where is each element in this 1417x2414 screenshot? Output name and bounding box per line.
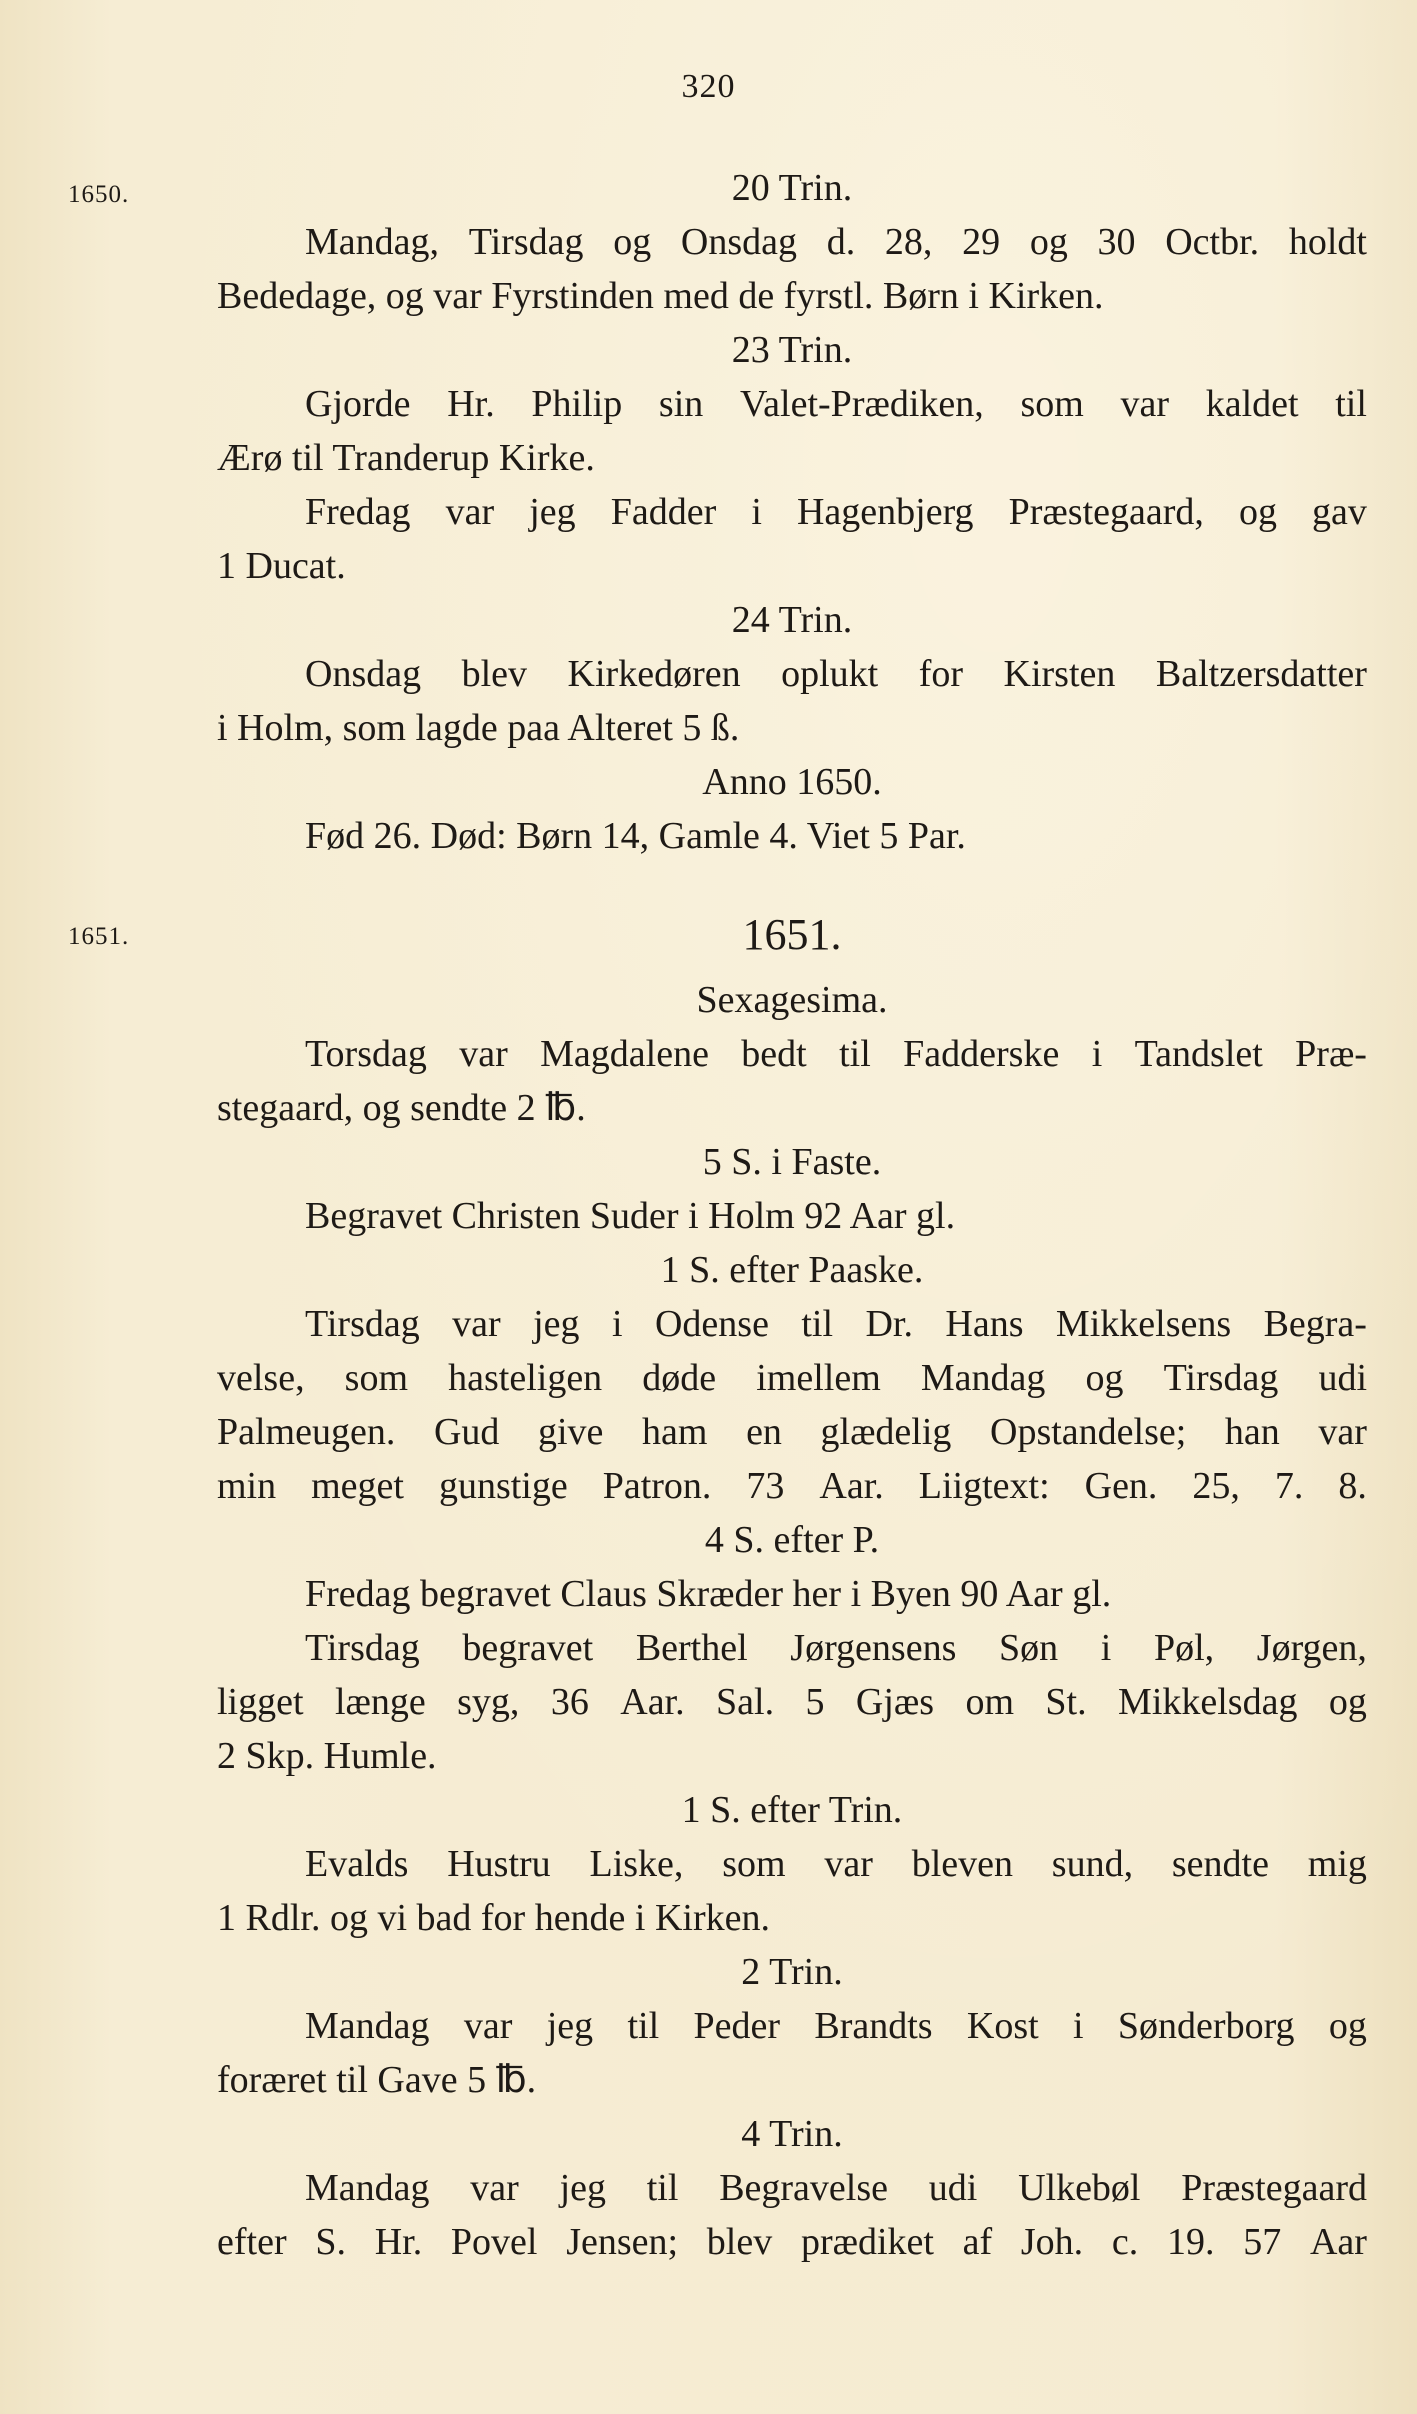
margin-year-1650: 1650. bbox=[68, 181, 130, 208]
word: blev bbox=[706, 2221, 773, 2263]
margin-year-1651: 1651. bbox=[68, 923, 130, 950]
word: var bbox=[463, 2005, 513, 2047]
word: jeg bbox=[559, 2167, 606, 2209]
word: Onsdag bbox=[305, 653, 422, 695]
word: min bbox=[217, 1465, 277, 1507]
word: gav bbox=[1312, 491, 1367, 533]
word: Octbr. bbox=[1165, 221, 1260, 263]
word: var bbox=[1318, 1411, 1367, 1453]
word: 25, bbox=[1192, 1465, 1240, 1507]
word: Gjorde bbox=[305, 383, 411, 425]
word: Begra- bbox=[1263, 1303, 1367, 1345]
word: Sal. bbox=[716, 1681, 775, 1723]
word: Gen. bbox=[1084, 1465, 1158, 1507]
text-line: foræret til Gave 5 ℔. bbox=[217, 2059, 537, 2101]
heading-5-s-i-faste: 5 S. i Faste. bbox=[702, 1141, 882, 1183]
text-line bbox=[217, 1677, 1367, 1727]
text-line bbox=[217, 1299, 1367, 1349]
heading-sexagesima: Sexagesima. bbox=[696, 979, 888, 1021]
word: i bbox=[1091, 1033, 1103, 1075]
word: døde bbox=[642, 1357, 717, 1399]
word: kaldet bbox=[1205, 383, 1299, 425]
text-line bbox=[217, 1029, 1367, 1079]
word: sin bbox=[658, 383, 704, 425]
word: Mandag bbox=[305, 2005, 430, 2047]
text-line: 1 Ducat. bbox=[217, 545, 346, 587]
word: i bbox=[1073, 2005, 1084, 2047]
word: Evalds bbox=[305, 1843, 409, 1885]
word: Pøl, bbox=[1153, 1627, 1215, 1669]
heading-anno-1650: Anno 1650. bbox=[702, 761, 882, 803]
heading-20-trin: 20 Trin. bbox=[731, 167, 853, 209]
word: Søn bbox=[999, 1627, 1059, 1669]
word: holdt bbox=[1288, 221, 1367, 263]
heading-23-trin: 23 Trin. bbox=[731, 329, 853, 371]
word: Tirsdag bbox=[305, 1303, 420, 1345]
word: han bbox=[1224, 1411, 1280, 1453]
text-line bbox=[217, 2001, 1367, 2051]
word: i bbox=[751, 491, 762, 533]
word: Aar bbox=[1309, 2221, 1367, 2263]
word: 57 bbox=[1243, 2221, 1282, 2263]
word: var bbox=[824, 1843, 873, 1885]
word: Valet-Prædiken, bbox=[739, 383, 984, 425]
text-line bbox=[217, 1461, 1367, 1511]
word: gunstige bbox=[438, 1465, 568, 1507]
word: Fredag bbox=[305, 491, 411, 533]
word: Sønderborg bbox=[1117, 2005, 1295, 2047]
word: Gud bbox=[433, 1411, 500, 1453]
year-heading-1651: 1651. bbox=[742, 910, 842, 959]
word: Præ- bbox=[1295, 1033, 1367, 1075]
text-line bbox=[217, 379, 1367, 429]
heading-24-trin: 24 Trin. bbox=[731, 599, 853, 641]
word: udi bbox=[1318, 1357, 1367, 1399]
word: efter bbox=[217, 2221, 287, 2263]
word: Patron. bbox=[602, 1465, 712, 1507]
text-line bbox=[217, 217, 1367, 267]
word: af bbox=[962, 2221, 993, 2263]
text-line: Fredag begravet Claus Skræder her i Byen 90 Aar gl. bbox=[305, 1573, 1112, 1615]
word: Fadderske bbox=[903, 1033, 1060, 1075]
word: Magdalene bbox=[540, 1033, 709, 1075]
word: Tirsdag bbox=[468, 221, 584, 263]
page-number: 320 bbox=[681, 68, 736, 105]
word: længe bbox=[334, 1681, 426, 1723]
heading-2-trin: 2 Trin. bbox=[741, 1951, 843, 1993]
text-line: Ærø til Tranderup Kirke. bbox=[217, 437, 595, 479]
word: glædelig bbox=[820, 1411, 952, 1453]
word: Kost bbox=[966, 2005, 1039, 2047]
word: Baltzersdatter bbox=[1155, 653, 1367, 695]
word: 19. bbox=[1167, 2221, 1215, 2263]
heading-1-s-efter-paaske: 1 S. efter Paaske. bbox=[660, 1249, 924, 1291]
word: Ulkebøl bbox=[1018, 2167, 1141, 2209]
word: Hans bbox=[945, 1303, 1024, 1345]
word: give bbox=[538, 1411, 604, 1453]
text-line: 2 Skp. Humle. bbox=[217, 1735, 437, 1777]
word: Philip bbox=[531, 383, 623, 425]
text-line: Begravet Christen Suder i Holm 92 Aar gl. bbox=[305, 1195, 956, 1237]
word: Præstegaard bbox=[1181, 2167, 1367, 2209]
word: jeg bbox=[533, 1303, 580, 1345]
word: 7. bbox=[1274, 1465, 1304, 1507]
word: ligget bbox=[217, 1681, 304, 1723]
word: til bbox=[627, 2005, 660, 2047]
word: 73 bbox=[746, 1465, 785, 1507]
word: Torsdag bbox=[305, 1033, 427, 1075]
word: og bbox=[1328, 1681, 1367, 1723]
word: til bbox=[646, 2167, 679, 2209]
word: sendte bbox=[1171, 1843, 1269, 1885]
word: i bbox=[611, 1303, 623, 1345]
word: Aar. bbox=[620, 1681, 685, 1723]
word: Liigtext: bbox=[918, 1465, 1050, 1507]
word: Præstegaard, bbox=[1008, 491, 1204, 533]
word: Kirkedøren bbox=[567, 653, 741, 695]
word: en bbox=[746, 1411, 782, 1453]
word: Opstandelse; bbox=[990, 1411, 1187, 1453]
word: S. bbox=[315, 2221, 346, 2263]
word: Mandag bbox=[305, 2167, 430, 2209]
word: Mikkelsens bbox=[1055, 1303, 1232, 1345]
heading-4-trin: 4 Trin. bbox=[741, 2113, 843, 2155]
word: Mandag, bbox=[305, 221, 440, 263]
word: hasteligen bbox=[448, 1357, 603, 1399]
word: var bbox=[470, 2167, 519, 2209]
word: d. bbox=[826, 221, 856, 263]
word: Dr. bbox=[865, 1303, 913, 1345]
word: imellem bbox=[756, 1357, 881, 1399]
word: velse, bbox=[217, 1357, 305, 1399]
text-line: Bededage, og var Fyrstinden med de fyrstl. Børn i Kirken. bbox=[217, 275, 1104, 317]
word: c. bbox=[1111, 2221, 1139, 2263]
word: var bbox=[445, 491, 495, 533]
word: som bbox=[1020, 383, 1084, 425]
word: 8. bbox=[1338, 1465, 1367, 1507]
word: til bbox=[839, 1033, 871, 1075]
word: var bbox=[459, 1033, 508, 1075]
word: Jørgensens bbox=[790, 1627, 957, 1669]
word: var bbox=[452, 1303, 501, 1345]
word: Hr. bbox=[374, 2221, 423, 2263]
text-line bbox=[217, 2217, 1367, 2267]
word: Begravelse bbox=[719, 2167, 888, 2209]
summary-line-1650: Fød 26. Død: Børn 14, Gamle 4. Viet 5 Par. bbox=[305, 815, 966, 857]
word: Berthel bbox=[635, 1627, 748, 1669]
word: prædiket bbox=[800, 2221, 934, 2263]
word: sund, bbox=[1051, 1843, 1134, 1885]
word: Brandts bbox=[814, 2005, 933, 2047]
text-line bbox=[217, 2163, 1367, 2213]
word: bedt bbox=[741, 1033, 807, 1075]
word: Odense bbox=[654, 1303, 769, 1345]
word: jeg bbox=[546, 2005, 594, 2047]
heading-4-s-efter-p: 4 S. efter P. bbox=[704, 1519, 880, 1561]
word: til bbox=[1335, 383, 1367, 425]
heading-1-s-efter-trin: 1 S. efter Trin. bbox=[681, 1789, 903, 1831]
word: blev bbox=[461, 653, 528, 695]
word: meget bbox=[311, 1465, 404, 1507]
word: oplukt bbox=[781, 653, 879, 695]
word: var bbox=[1120, 383, 1170, 425]
word: som bbox=[722, 1843, 786, 1885]
text-line bbox=[217, 1623, 1367, 1673]
word: Jensen; bbox=[566, 2221, 679, 2263]
word: bleven bbox=[911, 1843, 1013, 1885]
word: Onsdag bbox=[680, 221, 797, 263]
word: Tandslet bbox=[1134, 1033, 1263, 1075]
word: 30 bbox=[1097, 221, 1136, 263]
word: udi bbox=[928, 2167, 978, 2209]
word: syg, bbox=[457, 1681, 520, 1723]
word: begravet bbox=[462, 1627, 594, 1669]
word: St. bbox=[1045, 1681, 1087, 1723]
word: Kirsten bbox=[1003, 653, 1116, 695]
word: 5 bbox=[805, 1681, 825, 1723]
word: Aar. bbox=[819, 1465, 884, 1507]
text-line: i Holm, som lagde paa Alteret 5 ß. bbox=[217, 707, 740, 749]
word: om bbox=[965, 1681, 1015, 1723]
word: Tirsdag bbox=[1163, 1357, 1279, 1399]
word: mig bbox=[1307, 1843, 1367, 1885]
word: Hustru bbox=[447, 1843, 551, 1885]
word: Hr. bbox=[447, 383, 495, 425]
word: ham bbox=[642, 1411, 708, 1453]
word: Fadder bbox=[610, 491, 717, 533]
word: Joh. bbox=[1020, 2221, 1084, 2263]
word: og bbox=[1328, 2005, 1367, 2047]
word: og bbox=[1085, 1357, 1124, 1399]
word: 29 bbox=[962, 221, 1001, 263]
word: og bbox=[1238, 491, 1277, 533]
word: Hagenbjerg bbox=[796, 491, 974, 533]
word: Povel bbox=[450, 2221, 538, 2263]
word: jeg bbox=[529, 491, 576, 533]
text-line bbox=[217, 1407, 1367, 1457]
word: Jørgen, bbox=[1256, 1627, 1367, 1669]
word: Palmeugen. bbox=[217, 1411, 396, 1453]
text-line bbox=[217, 1353, 1367, 1403]
word: 36 bbox=[550, 1681, 589, 1723]
word: Mikkelsdag bbox=[1118, 1681, 1298, 1723]
text-line bbox=[217, 1839, 1367, 1889]
word: og bbox=[1029, 221, 1068, 263]
text-line bbox=[217, 487, 1367, 537]
word: som bbox=[344, 1357, 409, 1399]
word: 28, bbox=[884, 221, 933, 263]
word: Gjæs bbox=[855, 1681, 935, 1723]
text-line bbox=[217, 649, 1367, 699]
word: for bbox=[918, 653, 964, 695]
word: Liske, bbox=[589, 1843, 684, 1885]
word: Tirsdag bbox=[305, 1627, 420, 1669]
word: og bbox=[613, 221, 652, 263]
word: Peder bbox=[693, 2005, 781, 2047]
text-line: 1 Rdlr. og vi bad for hende i Kirken. bbox=[217, 1897, 771, 1939]
word: til bbox=[801, 1303, 834, 1345]
text-line: stegaard, og sendte 2 ℔. bbox=[217, 1087, 586, 1129]
word: Mandag bbox=[920, 1357, 1046, 1399]
word: i bbox=[1100, 1627, 1112, 1669]
